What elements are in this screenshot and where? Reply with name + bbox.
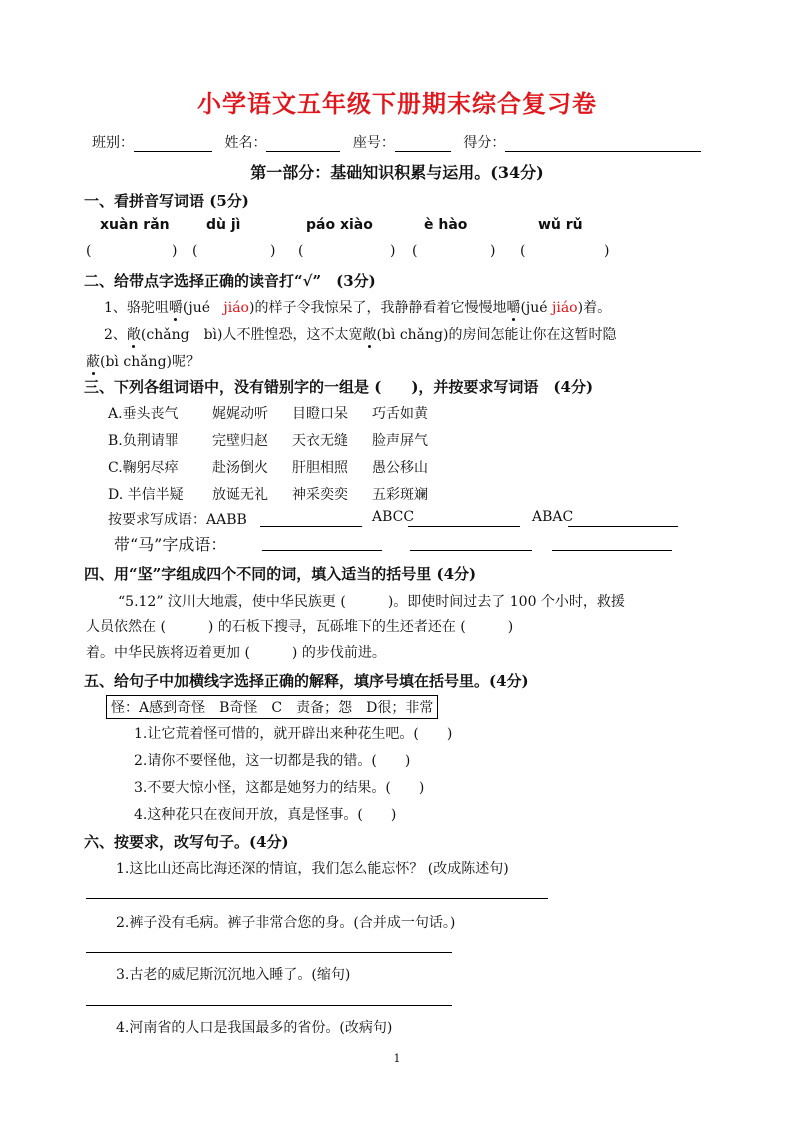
option-d-word-2: 放诞无礼 xyxy=(212,487,268,503)
dotted-char: 嚼 xyxy=(506,300,521,316)
pinyin-3: páo xiào xyxy=(306,217,373,233)
option-b-word-4: 脸声屏气 xyxy=(372,433,428,449)
horse-idiom-prompt: 带“马”字成语： xyxy=(114,535,227,554)
dotted-char: 蔽 xyxy=(86,354,100,370)
answer-paren-4-open: ( xyxy=(412,243,418,259)
s6-answer-line-2[interactable] xyxy=(86,952,452,953)
answer-paren-1-open: ( xyxy=(86,243,92,259)
pinyin-1: xuàn rǎn xyxy=(100,217,170,233)
option-d-word-1: D. 半信半疑 xyxy=(108,487,184,503)
s5-item-3: 3.不要大惊小怪，这都是她努力的结果。( ) xyxy=(134,780,425,796)
class-label: 班别： xyxy=(92,135,134,151)
section-3-heading: 三、下列各组词语中，没有错别字的一组是 ( )，并按要求写词语 (4分) xyxy=(84,378,594,396)
horse-blank-2[interactable] xyxy=(410,550,532,551)
section-5-heading: 五、给句子中加横线字选择正确的解释，填序号填在括号里。(4分) xyxy=(84,672,529,690)
option-d-word-3: 神采奕奕 xyxy=(292,487,348,503)
option-c-word-2: 赴汤倒火 xyxy=(212,460,268,476)
abcc-blank[interactable] xyxy=(408,526,520,527)
pinyin-4: è hào xyxy=(424,217,468,233)
s6-item-2: 2.裤子没有毛病。裤子非常合您的身。(合并成一句话。) xyxy=(116,915,456,931)
seat-blank[interactable] xyxy=(395,137,451,152)
name-blank[interactable] xyxy=(266,137,340,152)
answer-paren-5-close: ) xyxy=(604,243,610,259)
s6-answer-line-3[interactable] xyxy=(86,1005,452,1006)
option-c-word-4: 愚公移山 xyxy=(372,460,428,476)
class-blank[interactable] xyxy=(134,137,212,152)
s5-item-2: 2.请你不要怪他，这一切都是我的错。( ) xyxy=(134,753,411,769)
option-a-word-3: 目瞪口呆 xyxy=(292,406,348,422)
pinyin-2: dù jì xyxy=(206,217,241,233)
seat-label: 座号： xyxy=(352,135,395,151)
s6-item-1: 1.这比山还高比海还深的情谊，我们怎么能忘怀？ (改成陈述句) xyxy=(116,861,509,877)
dotted-char: 嚼 xyxy=(168,300,183,316)
name-label: 姓名： xyxy=(224,135,267,151)
page-title: 小学语文五年级下册期末综合复习卷 xyxy=(197,89,597,118)
s4-line-3: 着。中华民族将迈着更加 ( ) 的步伐前进。 xyxy=(86,645,386,661)
s6-answer-line-1[interactable] xyxy=(86,898,548,899)
answer-paren-4-close: ) xyxy=(490,243,496,259)
answer-paren-3-close: ) xyxy=(390,243,396,259)
horse-blank-3[interactable] xyxy=(552,550,672,551)
aabb-blank[interactable] xyxy=(260,526,362,527)
section-6-heading: 六、按要求，改写句子。(4分) xyxy=(84,833,289,851)
definition-box: 怪：A感到奇怪 B奇怪 C 责备；怨 D很；非常 xyxy=(106,695,438,719)
abac-blank[interactable] xyxy=(568,526,678,527)
score-blank[interactable] xyxy=(505,137,701,152)
s5-item-1: 1.让它荒着怪可惜的，就开辟出来种花生吧。( ) xyxy=(134,726,453,742)
option-b-word-2: 完壁归赵 xyxy=(212,433,268,449)
write-idiom-prompt: 按要求写成语：AABB xyxy=(108,512,247,528)
s4-line-2: 人员依然在 ( ) 的石板下搜寻，瓦砾堆下的生还者还在 ( ) xyxy=(86,619,514,635)
answer-paren-1-close: ) xyxy=(172,243,178,259)
section-2-heading: 二、给带点字选择正确的读音打“√” (3分) xyxy=(84,272,376,290)
page-number: 1 xyxy=(393,1052,401,1065)
s2-question-2: 2、敞(chǎng bì)人不胜惶恐，这不太宽敞(bì chǎng)的房间怎能让你在这暂时隐 xyxy=(104,327,617,343)
score-label: 得分： xyxy=(463,135,506,151)
option-d-word-4: 五彩斑斓 xyxy=(372,487,428,503)
option-a-word-1: A.垂头丧气 xyxy=(108,406,179,422)
red-pinyin: jiáo xyxy=(552,300,578,316)
s6-item-3: 3.古老的威尼斯沉沉地入睡了。(缩句) xyxy=(116,967,351,983)
answer-paren-2-close: ) xyxy=(270,243,276,259)
answer-paren-5-open: ( xyxy=(520,243,526,259)
option-b-word-3: 天衣无缝 xyxy=(292,433,348,449)
abac-label: ABAC xyxy=(532,509,574,525)
s4-line-1: “5.12” 汶川大地震，使中华民族更 ( )。即使时间过去了 100 个小时，救援 xyxy=(118,594,625,610)
s2-question-1: 1、骆驼咀嚼(jué jiáo)的样子令我惊呆了，我静静看着它慢慢地嚼(jué jiáo)着。 xyxy=(104,300,612,316)
student-info-row xyxy=(92,132,709,152)
option-c-word-3: 肝胆相照 xyxy=(292,460,348,476)
horse-blank-1[interactable] xyxy=(262,550,382,551)
answer-paren-2-open: ( xyxy=(192,243,198,259)
part-one-heading: 第一部分：基础知识积累与运用。(34分) xyxy=(250,163,544,182)
option-a-word-4: 巧舌如黄 xyxy=(372,406,428,422)
option-b-word-1: B.负荆请罪 xyxy=(108,433,179,449)
s5-item-4: 4.这种花只在夜间开放，真是怪事。( ) xyxy=(134,807,397,823)
dotted-char: 敞 xyxy=(126,327,141,343)
dotted-char: 敞 xyxy=(362,327,377,343)
s6-item-4: 4.河南省的人口是我国最多的省份。(改病句) xyxy=(116,1020,393,1036)
abcc-label: ABCC xyxy=(372,509,415,525)
section-1-heading: 一、看拼音写词语 (5分) xyxy=(84,192,249,210)
pinyin-5: wǔ rǔ xyxy=(538,217,583,233)
answer-paren-3-open: ( xyxy=(298,243,304,259)
option-c-word-1: C.鞠躬尽瘁 xyxy=(108,460,179,476)
section-4-heading: 四、用“坚”字组成四个不同的词，填入适当的括号里 (4分) xyxy=(84,565,477,583)
option-a-word-2: 娓娓动听 xyxy=(212,406,268,422)
s2-question-2-cont: 蔽(bì chǎng)呢？ xyxy=(86,354,200,370)
red-pinyin: jiáo xyxy=(223,300,249,316)
